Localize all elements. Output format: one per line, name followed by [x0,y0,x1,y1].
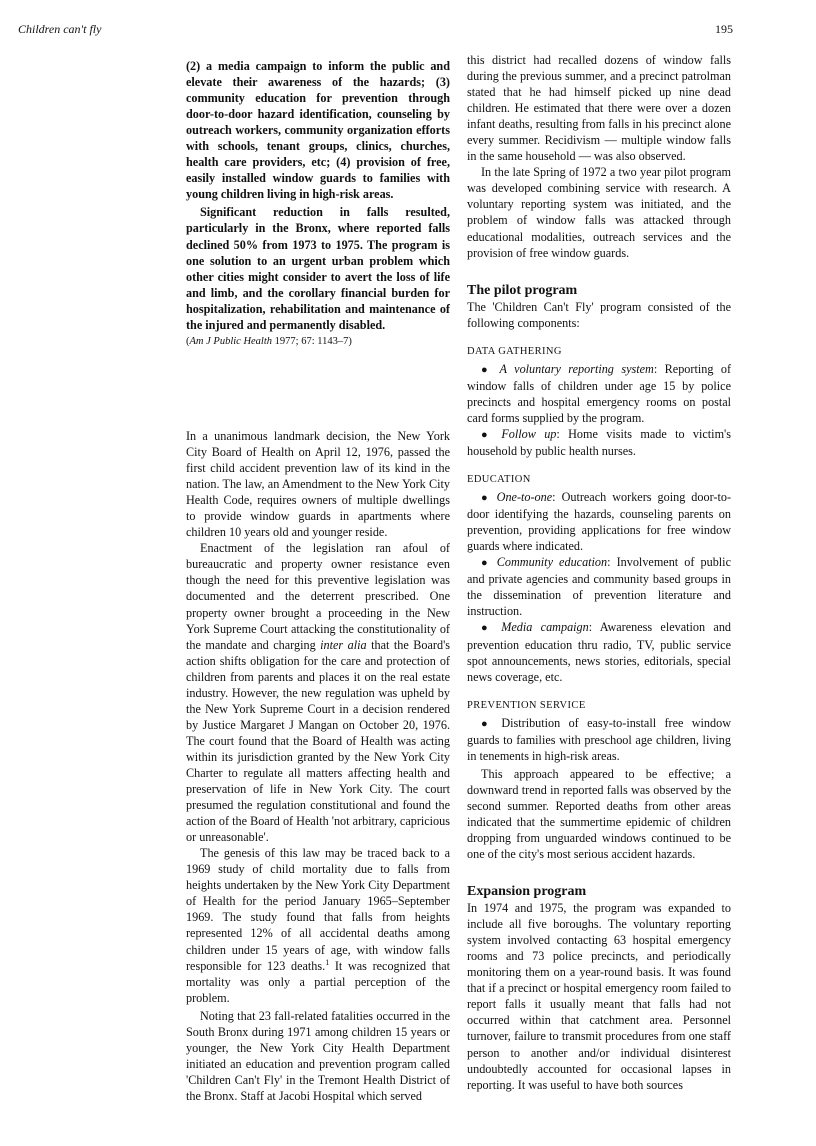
body-text: that the Board's action shifts obligation for the care and protection of children from parents and places it on the real estate industry. However, the new regulation was upheld by the New York Supreme Court in a decision rendered by Justice Margaret J Mangan on October 20, 1976. The court found that the Board of Health was acting within its jurisdiction granted by the New York City Charter to regulate all matters affecting health and preservation of life in New York City. The court presumed the regulation constitutional and found the action of the Board of Health 'not arbitrary, capricious or unreasonable'. [186,637,451,845]
body-paragraph [186,540,450,845]
body-right-column [467,52,731,1093]
body-paragraph: This approach appeared to be effective; a downward trend in reported falls was observed by the second summer. Reported deaths from other areas indicated that the summertime epidemic of children dropping from unguarded windows continued to be one of the city's most serious accident hazards. [467,766,731,862]
citation-details: 1977; 67: 1143–7) [272,335,352,347]
abstract-paragraph-1: (2) a media campaign to inform the public and elevate their awareness of the hazards; (3) community education for prevention through door-to-door hazard identification, counseling by outreach workers, community organization efforts with schools, tenant groups, clinics, churches, health care providers, etc; (4) provision of free, easily installed window guards to families with young children living in high-risk areas. [186,59,450,202]
bullet-text: : Home visits made to victim's household by public health nurses. [467,426,731,458]
body-text-italic: inter alia [320,637,367,652]
bullet-item [467,489,731,554]
body-paragraph: Noting that 23 fall-related fatalities occurred in the South Bronx during 1971 among children 15 years or younger, the New York City Health Department initiated an education and prevention program called 'Children Can't Fly' in the Tremont Health District of the Bronx. Staff at Jacobi Hospital which served [186,1008,450,1103]
body-left-column [186,428,450,1104]
bullet-item [467,715,731,764]
body-text: It was recognized that mortality was only a partial perception of the problem. [186,958,450,1005]
citation-journal: Am J Public Health [189,335,273,347]
bullet-icon: ● [481,622,493,635]
body-text: The genesis of this law may be traced back to a 1969 study of child mortality due to falls from heights undertaken by the New York City Department of Health for the period January 1965–September 1969. The study found that falls from heights represented 12% of all accidental deaths among children under 15 years of age, with window falls responsible for 123 deaths. [186,846,450,973]
bullet-text: : Outreach workers going door-to-door identifying the hazards, counseling parents on prevention, providing applications for free window guards where indicated. [467,490,731,554]
bullet-term: Media campaign [501,620,589,635]
bullet-icon: ● [481,428,493,441]
body-paragraph: The 'Children Can't Fly' program consisted of the following components: [467,299,731,330]
bullet-icon: ● [481,717,493,730]
abstract-block [186,58,450,350]
bullet-term: Community education [496,555,608,570]
bullet-item [467,619,731,684]
page-number: 195 [715,22,733,36]
citation: (Am J Public Health 1977; 67: 1143–7) [186,335,352,347]
bullet-item [467,554,731,619]
bullet-text: : Awareness elevation and prevention education thru radio, TV, public service spot announcements, news stories, editorials, special news coverage, etc. [467,620,732,684]
section-heading-pilot-program: The pilot program [467,282,578,298]
reference-marker: 1 [325,957,330,967]
body-text: Enactment of the legislation ran afoul of bureaucratic and property owner resistance even though the need for this preventive legislation was documented and the deterrent prescribed. One property owner brought a proceeding in the New York Supreme Court attacking the constitutionality of the mandate and charging [186,541,450,652]
bullet-term: A voluntary reporting system [499,361,654,376]
body-paragraph: this district had recalled dozens of window falls during the previous summer, and a precinct patrolman stated that he had himself picked up nine dead children. He estimated that there were over a dozen infant deaths, resulting from falls in his precinct alone every summer. Recidivism — multiple window falls in the same household — was also observed. [467,53,731,164]
bullet-text: : Reporting of window falls of children under age 15 by police precincts and hospital emergency rooms on postal card forms supplied by the program. [467,361,732,425]
subheading-education: EDUCATION [467,474,531,486]
subheading-data-gathering: DATA GATHERING [467,345,562,357]
bullet-item [467,361,731,426]
subheading-prevention-service: PREVENTION SERVICE [467,699,586,711]
bullet-icon: ● [481,363,493,376]
bullet-text: : Involvement of public and private agencies and community based groups in the dissemination of prevention literature and instruction. [467,555,731,619]
bullet-term: Follow up [501,426,557,441]
section-heading-expansion-program: Expansion program [467,884,587,900]
bullet-term: One-to-one [496,490,553,505]
running-title: Children can't fly [18,22,102,36]
abstract-paragraph-2: Significant reduction in falls resulted, particularly in the Bronx, where reported falls declined 50% from 1973 to 1975. The program is one solution to an urgent urban problem which other cities might consider to avert the loss of life and limb, and the corollary financial burden for hospitalization, rehabilitation and maintenance of the injured and permanently disabled. [186,205,450,332]
bullet-icon: ● [481,492,491,505]
body-paragraph [186,845,450,1005]
bullet-item [467,426,731,459]
bullet-text: Distribution of easy-to-install free window guards to families with preschool age children, living in tenements in high-risk areas. [467,715,732,763]
bullet-icon: ● [481,557,491,570]
body-paragraph: In the late Spring of 1972 a two year pilot program was developed combining service with research. A voluntary reporting system was initiated, and the problem of window falls was attacked through educational modalities, outreach services and the provision of free window guards. [467,165,731,260]
body-paragraph: In 1974 and 1975, the program was expanded to include all five boroughs. The voluntary reporting system involved contacting 63 hospital emergency rooms and 73 police precincts, and periodically monitoring them on a year-round basis. It was found that if a precinct or hospital emergency room failed to report falls it usually meant that falls had not occurred within that catchment area. Personnel turnover, failure to transmit procedures from one staff person to another and/or individual disinterest undoubtedly accounted for occasional lapses in reporting. It was useful to have both sources [467,901,731,1092]
body-paragraph: In a unanimous landmark decision, the New York City Board of Health on April 12, 1976, passed the first child accident prevention law of its kind in the nation. The law, an Amendment to the New York City Health Code, requires owners of multiple dwellings to provide window guards in apartments where children 10 years old and younger reside. [186,429,450,540]
